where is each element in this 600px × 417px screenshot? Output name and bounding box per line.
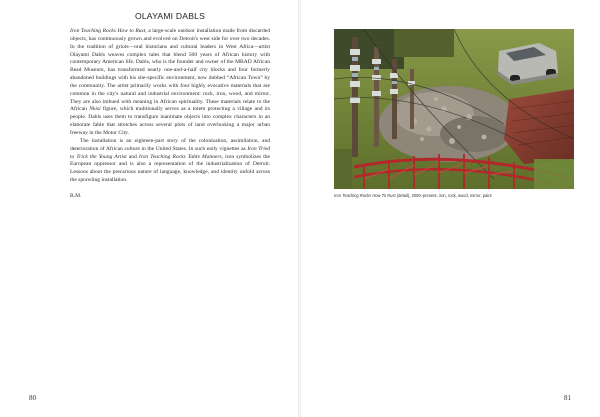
artist-name-header: OLAYAMI DABLS [134,11,206,21]
artwork-title: Iron Teaching Rocks How to Rust [70,28,146,34]
essay-paragraph-2 [70,138,270,185]
photo-illustration [334,29,574,189]
vignette-title: Iron Teaching Rocks Table Manners [138,153,222,160]
photo-caption [334,193,574,198]
essay-paragraph-1 [70,28,270,138]
paragraph-text: The installation is an eighteen-part story of the colonization, assimilation, and deterioration of African culture in the United States. In such early vignettes as [70,137,270,152]
page-number-right: 81 [564,394,571,402]
nkisi-term: Nkisi [89,106,101,113]
vignette-title: Iron Tried to Trick the Young Artist [70,145,270,160]
essay-text [70,28,270,201]
installation-photo [334,29,574,189]
page-number-left: 80 [29,394,36,402]
paragraph-text: , a large-scale outdoor installation made from discarded objects, has continuously grown and evolved on Detroit's west side for over two decades. In the tradition of griots—oral historians and cultural leaders in West Africa—artist Olayami Dabls weaves complex tales that blend 500 years of African history with contemporary American life. Dabls, who is the founder and owner of the MBAD African Bead Museum, has transformed nearly one-and-a-half city blocks and four formerly abandoned buildings with his site-specific environment, now dubbed “African Town” by the community. The artist primarily works with four highly evocative materials that are common in the city's natural and industrial environment: rock, iron, wood, and mirror. They are also imbued with meaning in African spirituality. These materials relate to the African [70,28,270,113]
left-page [0,0,299,417]
paragraph-text: and [126,153,139,160]
right-page [301,0,600,417]
author-initials: R.M. [70,192,82,199]
paragraph-text: , iron symbolizes the European oppressor and is also a representation of the industrialization of Detroit. Lessons about the precarious nature of language, knowledge, and identity unfold across the sprawling installation. [70,153,270,184]
paragraph-text: figure, which traditionally serves as a totem protecting a village and its people. Dabls uses them to transfigure inanimate objects into complex characters in an elaborate fable that stretches across several plots of land overlooking a major urban freeway in the Motor City. [70,106,271,136]
caption-details: (detail), 2000–present, iron, rock, wood, mirror, paint [395,193,492,198]
caption-title: Iron Teaching Rocks How To Rust [334,193,396,198]
